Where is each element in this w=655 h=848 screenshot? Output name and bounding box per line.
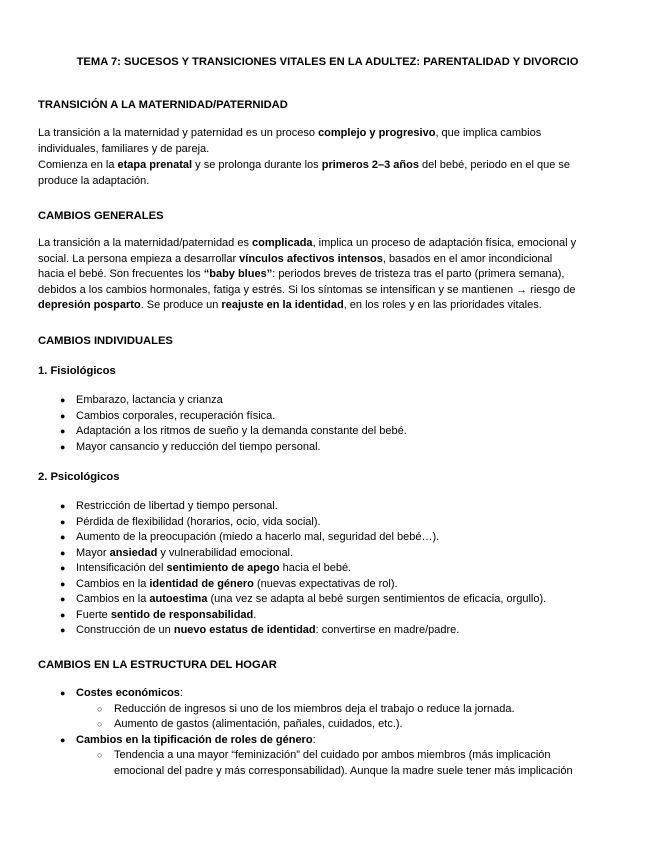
bullet-icon: ● — [60, 734, 66, 745]
heading-cambios-individuales: CAMBIOS INDIVIDUALES — [38, 335, 173, 347]
sub-bullet-icon: ○ — [97, 719, 103, 729]
bullet-icon: ● — [60, 625, 66, 635]
bullet-icon: ● — [60, 594, 66, 604]
sub-bullet-icon: ○ — [97, 750, 103, 760]
list-psicologicos — [0, 499, 546, 639]
bullet-icon: ● — [60, 547, 66, 558]
list-item: ● Adaptación a los ritmos de sueño y la demanda constante del bebé. — [0, 424, 407, 440]
list-item: ● Construcción de un nuevo estatus de identidad: convertirse en madre/padre. — [0, 623, 546, 639]
heading-estructura-hogar: CAMBIOS EN LA ESTRUCTURA DEL HOGAR — [38, 659, 277, 671]
bullet-icon: ● — [60, 410, 66, 421]
sub-bullet-icon: ○ — [97, 703, 103, 714]
text-line: debidos a los cambios hormonales, fatiga y estrés. Si los síntomas se intensifican y se mantienen → riesgo de — [38, 283, 576, 296]
list-item: ● Aumento de la preocupación (miedo a hacerlo mal, seguridad del bebé…). — [0, 530, 546, 546]
text-line: produce la adaptación. — [38, 174, 150, 187]
subheading-psicologicos: 2. Psicológicos — [38, 471, 120, 483]
sub-list-item: ○ Tendencia a una mayor “feminización” del cuidado por ambos miembros (más implicación emocional del padre y más corresponsabilidad). Aunque la madre suele tener más implicación — [97, 749, 573, 777]
list-item: ● Mayor ansiedad y vulnerabilidad emocional. — [0, 546, 546, 562]
list-item: ● Intensificación del sentimiento de apego hacia el bebé. — [0, 561, 546, 577]
paragraph-transicion-1 — [38, 126, 618, 157]
list-item: ● Cambios en la identidad de género (nuevas expectativas de rol). — [0, 577, 546, 593]
heading-cambios-generales: CAMBIOS GENERALES — [38, 210, 164, 222]
subheading-fisiologicos: 1. Fisiológicos — [38, 365, 116, 377]
text-line: La transición a la maternidad/paternidad es complicada, implica un proceso de adaptación física, emocional y — [38, 237, 577, 249]
paragraph-transicion-2 — [38, 158, 618, 189]
bullet-icon: ● — [60, 563, 66, 573]
text-line: Comienza en la etapa prenatal y se prolonga durante los primeros 2–3 años del bebé, periodo en el que se — [38, 159, 571, 171]
bullet-icon: ● — [60, 532, 66, 542]
bullet-icon: ● — [60, 426, 66, 436]
list-item: ● Cambios en la autoestima (una vez se adapta al bebé surgen sentimientos de eficacia, orgullo). — [0, 592, 546, 608]
list-item: ● Mayor cansancio y reducción del tiempo personal. — [0, 440, 407, 456]
list-item: ● Cambios corporales, recuperación física. — [0, 409, 407, 425]
list-item: ● Restricción de libertad y tiempo personal. — [0, 499, 546, 515]
bullet-icon: ● — [60, 578, 66, 589]
list-item: ● Embarazo, lactancia y crianza — [0, 393, 407, 409]
bullet-icon: ● — [60, 501, 66, 511]
text-line: La transición a la maternidad y paternidad es un proceso complejo y progresivo, que implica cambios — [38, 127, 542, 139]
list-item: ● Costes económicos: — [0, 686, 573, 702]
paragraph-cambios-generales — [38, 236, 618, 314]
sub-list-item: ○ Reducción de ingresos si uno de los miembros deja el trabajo o reduce la jornada. — [0, 702, 573, 718]
sub-list-item: ○ Aumento de gastos (alimentación, pañales, cuidados, etc.). — [0, 717, 573, 733]
heading-transicion: TRANSICIÓN A LA MATERNIDAD/PATERNIDAD — [38, 99, 288, 111]
text-line: social. La persona empieza a desarrollar vínculos afectivos intensos, basados en el amor incondicional — [38, 252, 553, 265]
list-item: ● Fuerte sentido de responsabilidad. — [0, 608, 546, 624]
text-line: individuales, familiares y de pareja. — [38, 142, 210, 155]
bullet-icon: ● — [60, 688, 66, 698]
list-fisiologicos — [0, 393, 407, 455]
bullet-icon: ● — [60, 516, 66, 527]
list-item: ● Pérdida de flexibilidad (horarios, ocio, vida social). — [0, 515, 546, 531]
bullet-icon: ● — [60, 609, 66, 620]
text-line: hacia el bebé. Son frecuentes los “baby blues”: periodos breves de tristeza tras el parto (primera semana), — [38, 268, 565, 280]
list-item: ● Cambios en la tipificación de roles de género: — [0, 733, 573, 749]
list-hogar — [0, 686, 573, 779]
bullet-icon: ● — [60, 441, 66, 452]
bullet-icon: ● — [60, 395, 66, 405]
page-title: TEMA 7: SUCESOS Y TRANSICIONES VITALES EN LA ADULTEZ: PARENTALIDAD Y DIVORCIO — [76, 56, 579, 68]
text-line: depresión posparto. Se produce un reajuste en la identidad, en los roles y en las prioridades vitales. — [38, 299, 542, 311]
